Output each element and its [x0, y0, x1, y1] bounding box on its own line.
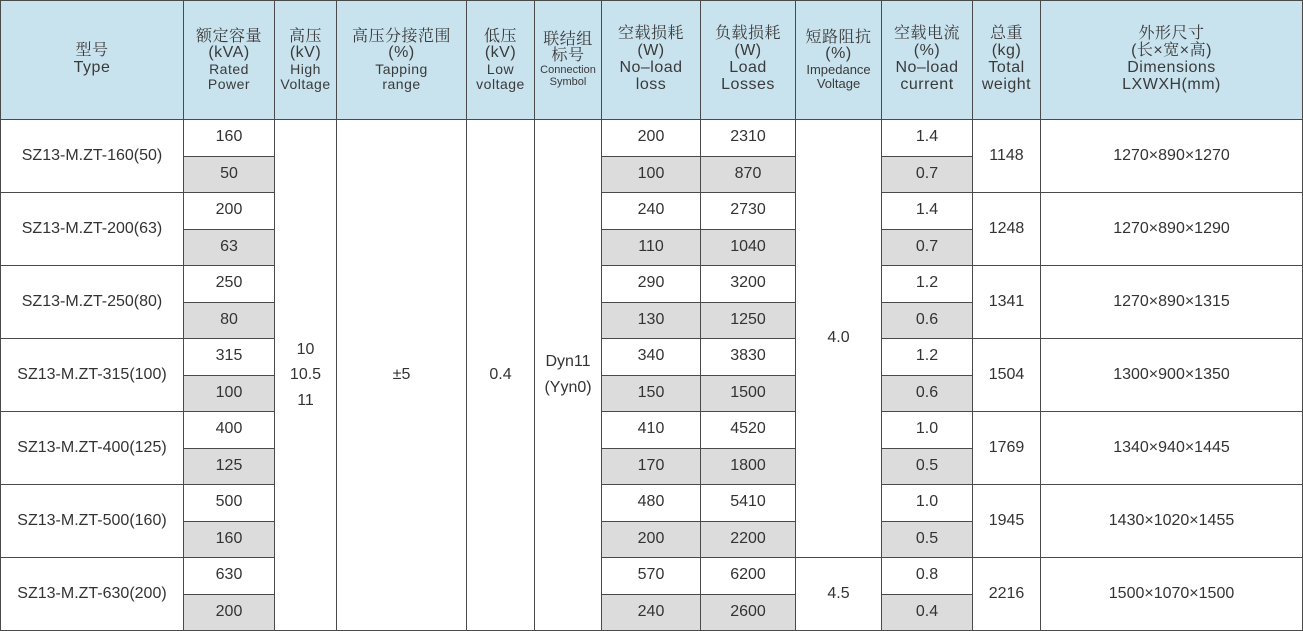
no-load-loss-cell: 480 [602, 485, 701, 522]
no-load-current-cell: 0.7 [882, 156, 973, 193]
header-rated-power: 额定容量 (kVA) Rated Power [184, 1, 275, 120]
load-losses-cell: 1250 [701, 302, 796, 339]
rated-power-cell: 315 [184, 339, 275, 376]
total-weight-cell: 1945 [973, 485, 1041, 558]
no-load-loss-cell: 290 [602, 266, 701, 303]
no-load-loss-cell: 240 [602, 594, 701, 631]
load-losses-cell: 5410 [701, 485, 796, 522]
rated-power-cell: 200 [184, 594, 275, 631]
table-row [1, 485, 1303, 522]
header-no-load-loss: 空载损耗 (W) No–load loss [602, 1, 701, 120]
no-load-loss-cell: 110 [602, 229, 701, 266]
header-impedance-voltage: 短路阻抗 (%) Impedance Voltage [796, 1, 882, 120]
header-dimensions: 外形尺寸 (长×宽×高) Dimensions LXWXH(mm) [1041, 1, 1303, 120]
dimensions-cell: 1340×940×1445 [1041, 412, 1303, 485]
header-low-voltage: 低压 (kV) Low voltage [467, 1, 535, 120]
no-load-loss-cell: 100 [602, 156, 701, 193]
total-weight-cell: 1248 [973, 193, 1041, 266]
load-losses-cell: 1800 [701, 448, 796, 485]
no-load-current-cell: 0.7 [882, 229, 973, 266]
table-row [1, 339, 1303, 376]
table-row [1, 412, 1303, 449]
header-high-voltage: 高压 (kV) High Voltage [275, 1, 337, 120]
total-weight-cell: 1504 [973, 339, 1041, 412]
rated-power-cell: 160 [184, 521, 275, 558]
no-load-loss-cell: 130 [602, 302, 701, 339]
rated-power-cell: 63 [184, 229, 275, 266]
rated-power-cell: 50 [184, 156, 275, 193]
no-load-current-cell: 1.2 [882, 266, 973, 303]
load-losses-cell: 1040 [701, 229, 796, 266]
model-cell: SZ13-M.ZT-200(63) [1, 193, 184, 266]
rated-power-cell: 160 [184, 120, 275, 157]
no-load-current-cell: 0.8 [882, 558, 973, 595]
no-load-current-cell: 1.2 [882, 339, 973, 376]
no-load-current-cell: 1.4 [882, 193, 973, 230]
low-voltage-cell: 0.4 [467, 120, 535, 631]
rated-power-cell: 400 [184, 412, 275, 449]
dimensions-cell: 1300×900×1350 [1041, 339, 1303, 412]
table-row [1, 266, 1303, 303]
model-cell: SZ13-M.ZT-160(50) [1, 120, 184, 193]
dimensions-cell: 1500×1070×1500 [1041, 558, 1303, 631]
header-no-load-current: 空载电流 (%) No–load current [882, 1, 973, 120]
no-load-current-cell: 0.5 [882, 448, 973, 485]
no-load-loss-cell: 150 [602, 375, 701, 412]
load-losses-cell: 3200 [701, 266, 796, 303]
no-load-loss-cell: 570 [602, 558, 701, 595]
dimensions-cell: 1270×890×1270 [1041, 120, 1303, 193]
header-total-weight: 总重 (kg) Total weight [973, 1, 1041, 120]
rated-power-cell: 80 [184, 302, 275, 339]
load-losses-cell: 2600 [701, 594, 796, 631]
dimensions-cell: 1430×1020×1455 [1041, 485, 1303, 558]
header-tapping-range: 高压分接范围 (%) Tapping range [337, 1, 467, 120]
total-weight-cell: 1148 [973, 120, 1041, 193]
tapping-range-cell: ±5 [337, 120, 467, 631]
load-losses-cell: 2200 [701, 521, 796, 558]
no-load-current-cell: 1.0 [882, 485, 973, 522]
total-weight-cell: 2216 [973, 558, 1041, 631]
total-weight-cell: 1769 [973, 412, 1041, 485]
header-type: 型号 Type [1, 1, 184, 120]
load-losses-cell: 3830 [701, 339, 796, 376]
no-load-loss-cell: 200 [602, 521, 701, 558]
no-load-loss-cell: 170 [602, 448, 701, 485]
connection-symbol-cell: Dyn11 (Yyn0) [535, 120, 602, 631]
impedance-cell: 4.5 [796, 558, 882, 631]
table-row [1, 193, 1303, 230]
total-weight-cell: 1341 [973, 266, 1041, 339]
load-losses-cell: 2310 [701, 120, 796, 157]
no-load-current-cell: 0.6 [882, 302, 973, 339]
rated-power-cell: 630 [184, 558, 275, 595]
table-row [1, 558, 1303, 595]
no-load-loss-cell: 240 [602, 193, 701, 230]
rated-power-cell: 100 [184, 375, 275, 412]
rated-power-cell: 500 [184, 485, 275, 522]
model-cell: SZ13-M.ZT-630(200) [1, 558, 184, 631]
load-losses-cell: 870 [701, 156, 796, 193]
header-load-losses: 负载损耗 (W) Load Losses [701, 1, 796, 120]
header-row [1, 1, 1303, 120]
model-cell: SZ13-M.ZT-400(125) [1, 412, 184, 485]
header-connection-symbol: 联结组 标号 Connection Symbol [535, 1, 602, 120]
load-losses-cell: 1500 [701, 375, 796, 412]
impedance-cell: 4.0 [796, 120, 882, 558]
dimensions-cell: 1270×890×1315 [1041, 266, 1303, 339]
no-load-current-cell: 1.0 [882, 412, 973, 449]
model-cell: SZ13-M.ZT-315(100) [1, 339, 184, 412]
no-load-loss-cell: 340 [602, 339, 701, 376]
no-load-loss-cell: 410 [602, 412, 701, 449]
load-losses-cell: 2730 [701, 193, 796, 230]
no-load-loss-cell: 200 [602, 120, 701, 157]
rated-power-cell: 125 [184, 448, 275, 485]
high-voltage-cell: 10 10.5 11 [275, 120, 337, 631]
table-row [1, 120, 1303, 157]
no-load-current-cell: 0.5 [882, 521, 973, 558]
rated-power-cell: 250 [184, 266, 275, 303]
model-cell: SZ13-M.ZT-500(160) [1, 485, 184, 558]
no-load-current-cell: 1.4 [882, 120, 973, 157]
rated-power-cell: 200 [184, 193, 275, 230]
load-losses-cell: 6200 [701, 558, 796, 595]
no-load-current-cell: 0.6 [882, 375, 973, 412]
load-losses-cell: 4520 [701, 412, 796, 449]
dimensions-cell: 1270×890×1290 [1041, 193, 1303, 266]
no-load-current-cell: 0.4 [882, 594, 973, 631]
model-cell: SZ13-M.ZT-250(80) [1, 266, 184, 339]
